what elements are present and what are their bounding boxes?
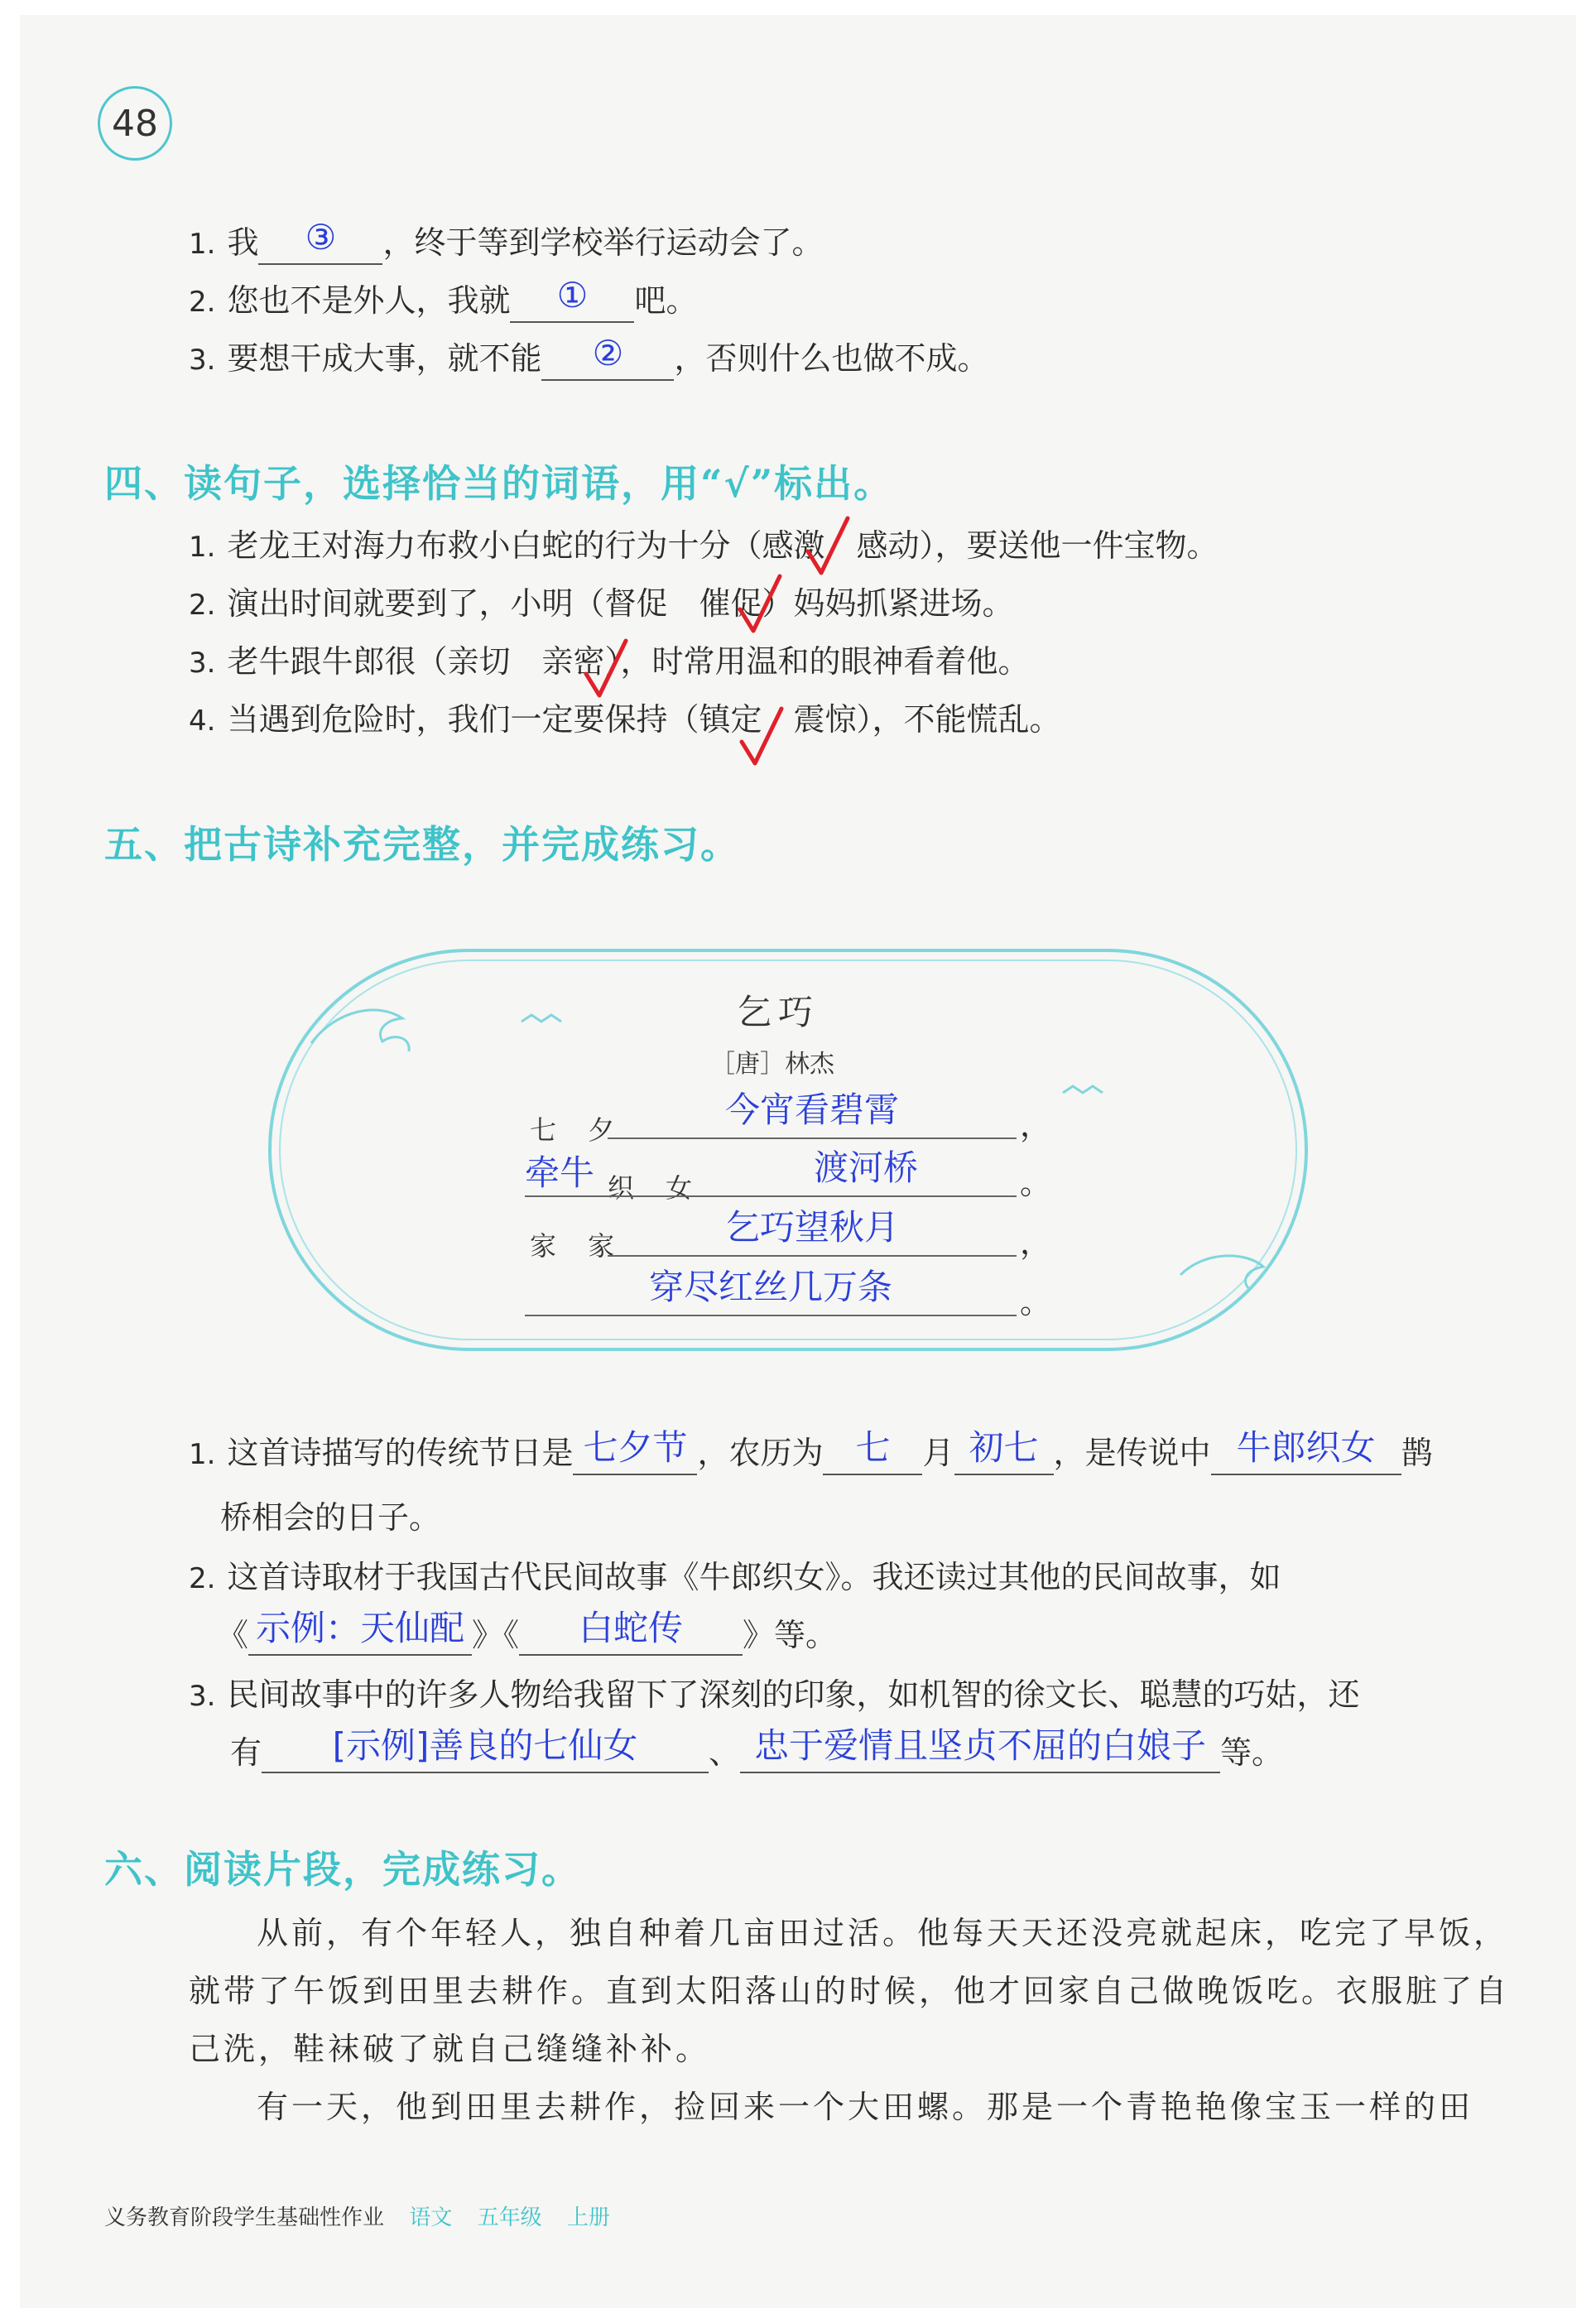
poem-line-3-blank: 乞巧望秋月: [608, 1202, 1017, 1257]
answer-blank: ①: [510, 288, 634, 323]
footer: 义务教育阶段学生基础性作业 语文 五年级 上册: [104, 2205, 610, 2230]
part3-q2: 2. 您也不是外人，我就 ① 吧。: [189, 280, 697, 323]
poem-line-4-blank: 穿尽红丝几万条: [525, 1262, 1017, 1316]
part4-q1: 1. 老龙王对海力布救小白蛇的行为十分（感激 感动），要送他一件宝物。: [189, 527, 1219, 564]
part5-q1: 1. 这首诗描写的传统节日是 七夕节 ，农历为 七 月 初七 ，是传说中 牛郎织女 鹊: [189, 1432, 1433, 1475]
check-mark-icon: [737, 704, 786, 770]
part5-q3: 3. 民间故事中的许多人物给我留下了深刻的印象，如机智的徐文长、聪慧的巧姑，还: [189, 1676, 1360, 1713]
part5-q2-answers: 《 示例：天仙配 》《 白蛇传 》等。: [217, 1614, 837, 1656]
part4-q2: 2. 演出时间就要到了，小明（督促 催促）妈妈抓紧进场。: [189, 585, 1014, 622]
poem-author: ［唐］林杰: [710, 1050, 834, 1079]
part4-q3: 3. 老牛跟牛郎很（亲切 亲密），时常用温和的眼神看着他。: [189, 643, 1030, 680]
answer-blank: ②: [541, 346, 674, 381]
poem-line-2-blank: 渡河桥: [525, 1142, 1017, 1197]
check-mark-icon: [735, 571, 785, 637]
section-title-6: 六、阅读片段，完成练习。: [104, 1847, 581, 1892]
poem-line-2-handwritten: 牵牛: [525, 1152, 595, 1193]
section-title-4: 四、读句子，选择恰当的词语，用“√”标出。: [104, 461, 894, 506]
part3-q3: 3. 要想干成大事，就不能 ② ，否则什么也做不成。: [189, 338, 988, 381]
poem-line-1-blank: 今宵看碧霄: [608, 1085, 1017, 1139]
reading-paragraph-1-line-1: 从前，有个年轻人，独自种着几亩田过活。他每天天还没亮就起床，吃完了早饭，: [257, 1915, 1509, 1951]
answer-blank: ③: [258, 230, 382, 265]
check-mark-icon: [803, 513, 853, 580]
poem-title: 乞巧: [737, 992, 820, 1032]
part4-q4: 4. 当遇到危险时，我们一定要保持（镇定 震惊），不能慌乱。: [189, 701, 1061, 738]
reading-paragraph-1-line-2: 就带了午饭到田里去耕作。直到太阳落山的时候，他才回家自己做晚饭吃。衣服脏了自: [189, 1973, 1511, 2009]
check-mark-icon: [581, 636, 631, 702]
part3-q1: 1. 我 ③ ，终于等到学校举行运动会了。: [189, 222, 823, 265]
part5-q2: 2. 这首诗取材于我国古代民间故事《牛郎织女》。我还读过其他的民间故事，如: [189, 1559, 1281, 1595]
page-number: 48: [98, 86, 172, 161]
reading-paragraph-2-line-1: 有一天，他到田里去耕作，捡回来一个大田螺。那是一个青艳艳像宝玉一样的田: [257, 2089, 1474, 2125]
part5-q3-answers: 有 [示例]善良的七仙女 、 忠于爱情且坚贞不屈的白娘子 等。: [230, 1732, 1283, 1773]
reading-paragraph-1-line-3: 己洗，鞋袜破了就自己缝缝补补。: [189, 2031, 711, 2067]
section-title-5: 五、把古诗补充完整，并完成练习。: [104, 822, 740, 867]
